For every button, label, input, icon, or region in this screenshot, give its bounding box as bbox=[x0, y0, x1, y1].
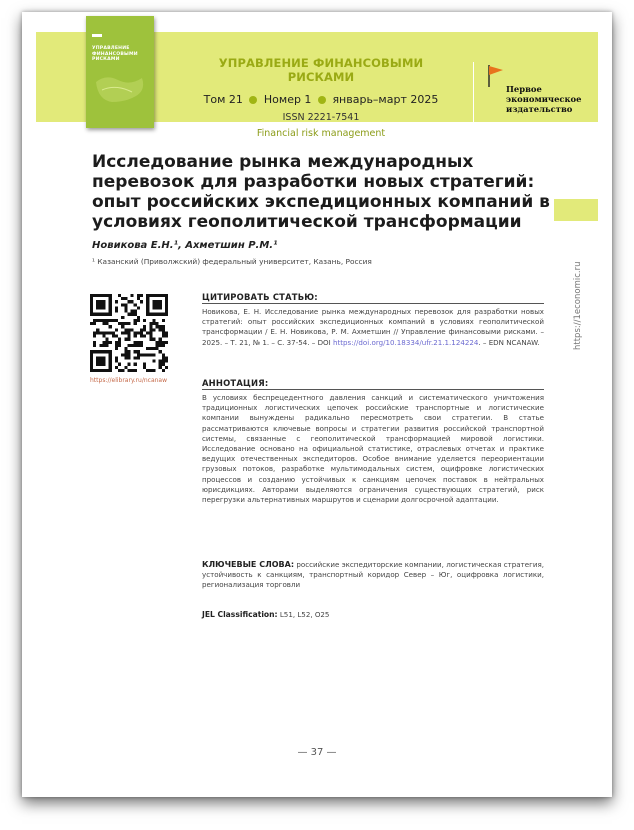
keywords-heading: КЛЮЧЕВЫЕ СЛОВА: bbox=[202, 560, 295, 569]
journal-number: Номер 1 bbox=[263, 93, 312, 106]
doi-link[interactable]: https://doi.org/10.18334/ufr.21.1.124224 bbox=[332, 337, 479, 347]
keywords bbox=[202, 560, 544, 591]
journal-period: январь–март 2025 bbox=[332, 93, 439, 106]
cite-text: Новикова, Е. Н. Исследование рынка международных перевозок для разработки новых стратегий: опыт российских экспедиционных компаний в условиях геополитической трансформации / Е. Н. Новикова, Р. М. Ахметшин // Управление финансовыми рисками. – 2025. – Т. 21, № 1. – С. 37-54. – DOI https://doi.org/10.18334/ufr.21.1.124224. – EDN NCANAW. bbox=[202, 307, 544, 347]
abstract-section bbox=[202, 378, 544, 505]
qr-link[interactable]: https://elibrary.ru/ncanaw bbox=[90, 377, 168, 384]
abstract-text: В условиях беспрецедентного давления санкций и систематического уничтожения традиционных логистических цепочек российские транспортные и логистические компании вынуждены радикально пересмотреть свои стратегии. В статье рассматриваются ключевые вопросы и стратегии развития российской транспортной системы, связанные с геополитической трансформацией мировой логистики. Исследование основано на официальной статистике, отраслевых отчетах и практике ведущих отечественных экспедиторов. Особое внимание уделяется переориентации грузовых потоков, разработке мультимодальных систем, оцифровке логистических процессов и созданию устойчивых к санкциям цепочек поставок в нейтральных юрисдикциях. Авторами выделяются ограничения существующих стратегий, риск перегрузки альтернативных маршрутов и сценарии долгосрочной адаптации. bbox=[202, 393, 544, 505]
cite-heading: ЦИТИРОВАТЬ СТАТЬЮ: bbox=[202, 292, 544, 304]
accent-bar bbox=[554, 199, 598, 221]
article-title: Исследование рынка международных перевозок для разработки новых стратегий: опыт российских экспедиционных компаний в условиях геополитической трансформации bbox=[92, 152, 550, 232]
journal-english-title: Financial risk management bbox=[256, 128, 386, 139]
cover-logo bbox=[92, 34, 102, 37]
journal-volume: Том 21 bbox=[203, 93, 243, 106]
bullet-icon bbox=[318, 96, 326, 104]
author-affiliation: ¹ Казанский (Приволжский) федеральный университет, Казань, Россия bbox=[92, 257, 372, 266]
journal-issue bbox=[186, 93, 456, 106]
keywords-text: российские экспедиторские компании, логистическая стратегия, устойчивость к санкциям, транспортный коридор Север – Юг, оцифровка логистики, регионализация торговли bbox=[202, 560, 544, 590]
abstract-heading: АННОТАЦИЯ: bbox=[202, 378, 544, 390]
flag-icon bbox=[486, 64, 506, 88]
jel-codes: L51, L52, O25 bbox=[279, 610, 330, 619]
journal-title: УПРАВЛЕНИЕ ФИНАНСОВЫМИ РИСКАМИ bbox=[218, 56, 424, 84]
cover-title: УПРАВЛЕНИЕ ФИНАНСОВЫМИ РИСКАМИ bbox=[92, 46, 138, 63]
journal-issn: ISSN 2221-7541 bbox=[282, 112, 360, 123]
article-page bbox=[22, 12, 612, 797]
bullet-icon bbox=[249, 96, 257, 104]
journal-cover bbox=[86, 16, 154, 128]
qr-code[interactable] bbox=[90, 294, 168, 372]
banner-divider bbox=[473, 62, 474, 134]
cover-map-illustration bbox=[92, 70, 148, 110]
journal-info bbox=[186, 56, 456, 139]
cite-section bbox=[202, 292, 544, 348]
svg-text:https://1economic.ru: https://1economic.ru bbox=[573, 261, 583, 350]
jel-heading: JEL Classification: bbox=[202, 610, 278, 619]
page-number: — 37 — bbox=[297, 747, 337, 758]
side-url[interactable] bbox=[570, 254, 584, 350]
publisher-name: Первое экономическое издательство bbox=[506, 84, 582, 114]
article-authors: Новикова Е.Н.¹, Ахметшин Р.М.¹ bbox=[92, 240, 278, 251]
jel-classification bbox=[202, 610, 329, 619]
